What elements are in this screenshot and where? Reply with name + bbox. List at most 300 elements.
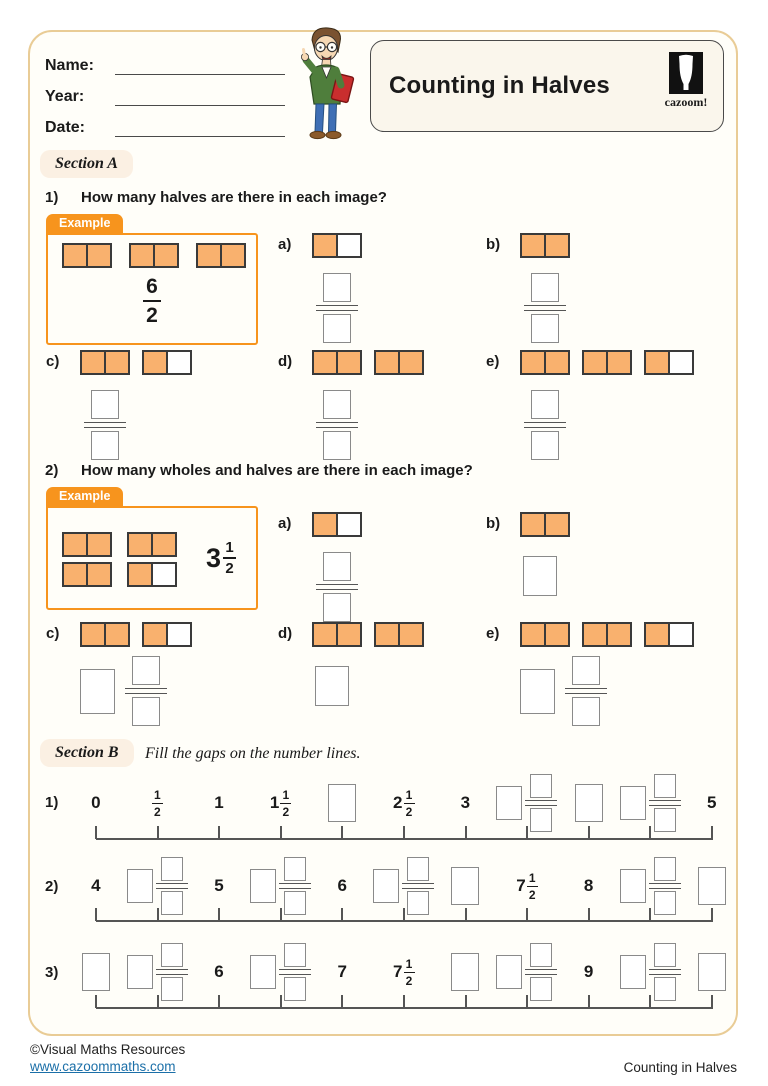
- example-2-bars: [62, 532, 177, 587]
- number-line-tick: [588, 995, 590, 1008]
- tick-label: 5: [214, 876, 224, 895]
- footer-link[interactable]: www.cazoommaths.com: [30, 1059, 176, 1074]
- number-line-position: [619, 861, 681, 911]
- answer-box[interactable]: [523, 556, 557, 596]
- numerator-answer-box[interactable]: [284, 857, 306, 881]
- fraction-blank: [649, 857, 681, 915]
- question-item-b: [486, 233, 570, 343]
- half-bar: [520, 512, 570, 537]
- header-field: [45, 75, 285, 106]
- fraction-bar: [525, 969, 557, 975]
- tick-label: 9: [583, 962, 594, 981]
- denominator-answer-box[interactable]: [284, 891, 306, 915]
- bar-cell-filled: [86, 534, 110, 555]
- bar-cell-filled: [522, 514, 544, 535]
- bar-cell-filled: [131, 245, 153, 266]
- number-line-tick: [526, 995, 528, 1008]
- cazoom-logo-icon: [669, 52, 703, 94]
- number-line-tick: [711, 826, 713, 839]
- fraction-part: [527, 872, 538, 901]
- blank-answer-box[interactable]: [82, 953, 110, 991]
- bar-cell-filled: [144, 352, 166, 373]
- fraction-bar: [525, 800, 557, 806]
- bar-cell-filled: [104, 352, 128, 373]
- question-1-number: 1): [45, 189, 59, 206]
- number-line-tick: [403, 995, 405, 1008]
- example-2-answer-mixed-number: [206, 540, 236, 576]
- bar-cell-filled: [86, 564, 110, 585]
- number-line-position: [250, 861, 312, 911]
- denominator-answer-box[interactable]: [161, 891, 183, 915]
- bar-cell-filled: [544, 352, 568, 373]
- item-content: [312, 622, 424, 706]
- item-content: [80, 622, 192, 726]
- tick-label: 4: [91, 876, 101, 895]
- fraction-blank: [279, 943, 311, 1001]
- bar-cell-filled: [376, 624, 398, 645]
- blank-answer-box[interactable]: [451, 867, 479, 905]
- numerator-answer-box[interactable]: [654, 943, 676, 967]
- bar-cell-filled: [86, 245, 110, 266]
- bar-cell-empty: [668, 352, 692, 373]
- fraction-bar: [316, 422, 358, 428]
- denominator-answer-box[interactable]: [323, 431, 351, 460]
- number-line-tick: [711, 908, 713, 921]
- half-bar: [127, 532, 177, 557]
- bar-cell-filled: [376, 352, 398, 373]
- whole-number-answer-box[interactable]: [620, 955, 646, 989]
- number-line-1-slots: [65, 778, 743, 828]
- half-bar: [374, 350, 424, 375]
- answer-fraction-blank: [312, 273, 361, 343]
- question-item-a: [278, 512, 362, 622]
- number-line-tick: [465, 995, 467, 1008]
- bar-cell-filled: [544, 235, 568, 256]
- number-line-tick: [280, 826, 282, 839]
- item-content: [312, 512, 362, 622]
- fraction-bar: [402, 883, 434, 889]
- whole-number-answer-box[interactable]: [620, 869, 646, 903]
- number-line-2-slots: [65, 861, 743, 911]
- number-line-position: [65, 778, 127, 828]
- numerator-answer-box[interactable]: [531, 390, 559, 419]
- field-label: Name:: [45, 57, 94, 74]
- number-line-position: [435, 947, 497, 997]
- numerator-answer-box[interactable]: [654, 857, 676, 881]
- whole-number-answer-box[interactable]: [520, 669, 555, 714]
- whole-number: 7: [393, 962, 403, 981]
- teacher-cartoon-icon: [289, 25, 363, 143]
- denominator-answer-box[interactable]: [323, 314, 351, 343]
- fraction-bar: [527, 886, 538, 887]
- fraction-blank: [402, 857, 434, 915]
- numerator-answer-box[interactable]: [654, 774, 676, 798]
- blank-mixed-number: [373, 857, 434, 915]
- example-2-whole: 3: [205, 542, 221, 573]
- bar-cell-filled: [153, 245, 177, 266]
- numerator-answer-box[interactable]: [531, 273, 559, 302]
- fraction-bar: [279, 969, 311, 975]
- whole-number-answer-box[interactable]: [250, 869, 276, 903]
- bar-cell-filled: [544, 624, 568, 645]
- example-1-tab: Example: [46, 214, 123, 233]
- header-field: [45, 44, 285, 75]
- number-line-tick: [649, 995, 651, 1008]
- item-letter: a): [278, 515, 292, 532]
- fraction-blank: [279, 857, 311, 915]
- number-line-position: [681, 861, 743, 911]
- half-bar: [62, 562, 112, 587]
- blank-mixed-number: [127, 943, 188, 1001]
- fraction-bar: [404, 972, 415, 973]
- example-2-fraction: [223, 540, 236, 576]
- denominator: 2: [528, 887, 536, 902]
- blank-mixed-number: [250, 857, 311, 915]
- bar-cell-filled: [151, 534, 175, 555]
- whole-number: 2: [393, 793, 403, 812]
- number-line-position: [619, 778, 681, 828]
- number-line-2-label: 2): [45, 878, 59, 895]
- item-bars: [312, 233, 362, 258]
- bar-cell-empty: [336, 235, 360, 256]
- denominator-answer-box[interactable]: [323, 593, 351, 622]
- answer-fraction-blank: [121, 656, 170, 726]
- bar-cell-empty: [166, 624, 190, 645]
- item-bars: [80, 350, 192, 375]
- bar-cell-filled: [606, 624, 630, 645]
- blank-mixed-number: [496, 774, 557, 832]
- numerator-answer-box[interactable]: [91, 390, 119, 419]
- number-line-tick: [341, 826, 343, 839]
- numerator-answer-box[interactable]: [161, 857, 183, 881]
- half-bar: [520, 622, 570, 647]
- half-bar: [312, 622, 362, 647]
- example-box-2: [46, 487, 258, 610]
- item-letter: a): [278, 236, 292, 253]
- item-bars: [520, 512, 570, 537]
- section-a-label: Section A: [40, 150, 133, 178]
- numerator-answer-box[interactable]: [572, 656, 600, 685]
- number-line-tick: [157, 826, 159, 839]
- fraction-part: [280, 789, 291, 818]
- section-b-instruction: Fill the gaps on the number lines.: [145, 745, 361, 762]
- number-line-tick: [465, 826, 467, 839]
- item-content: [520, 350, 694, 460]
- blank-answer-box[interactable]: [698, 953, 726, 991]
- number-line-tick: [526, 826, 528, 839]
- question-item-d: [278, 622, 424, 706]
- half-bar: [582, 622, 632, 647]
- number-line-position: [65, 947, 127, 997]
- header-field: [45, 106, 285, 137]
- denominator: 2: [405, 804, 413, 819]
- field-label: Date:: [45, 119, 86, 136]
- tick-label: 7: [337, 962, 347, 981]
- blank-mixed-number: [620, 774, 681, 832]
- fraction-bar: [156, 969, 188, 975]
- bar-cell-filled: [584, 352, 606, 373]
- item-content: [520, 512, 570, 596]
- mixed-number-tick-label: [393, 958, 414, 987]
- fraction-bar: [565, 688, 607, 694]
- denominator-answer-box[interactable]: [531, 314, 559, 343]
- number-line-position: [188, 778, 250, 828]
- fraction-bar: [316, 305, 358, 311]
- numerator-answer-box[interactable]: [530, 774, 552, 798]
- numerator-answer-box[interactable]: [161, 943, 183, 967]
- fraction-bar: [143, 300, 161, 302]
- mixed-number-tick-label: [393, 789, 414, 818]
- numerator-answer-box[interactable]: [132, 656, 160, 685]
- question-item-a: [278, 233, 362, 343]
- whole-number: 1: [269, 793, 280, 812]
- number-line-position: [496, 861, 558, 911]
- half-bar: [62, 532, 112, 557]
- number-line-tick: [280, 908, 282, 921]
- half-bar: [196, 243, 246, 268]
- number-line-position: [311, 861, 373, 911]
- fraction-bar: [223, 557, 236, 559]
- question-2-number: 2): [45, 462, 59, 479]
- bar-cell-filled: [64, 245, 86, 266]
- item-bars: [312, 622, 424, 647]
- bar-cell-filled: [82, 352, 104, 373]
- blank-answer-box[interactable]: [698, 867, 726, 905]
- tick-label: 6: [337, 876, 347, 895]
- denominator: 2: [405, 973, 413, 988]
- bar-cell-filled: [64, 564, 86, 585]
- fraction-bar: [649, 883, 681, 889]
- number-line-position: [558, 778, 620, 828]
- example-1-denominator: 2: [146, 304, 158, 328]
- number-line-position: [127, 778, 189, 828]
- fraction-blank: [525, 943, 557, 1001]
- number-line-position: [558, 861, 620, 911]
- answer-mixed-number-blank: [80, 656, 170, 726]
- denominator-answer-box[interactable]: [91, 431, 119, 460]
- fraction-bar: [279, 883, 311, 889]
- denominator-answer-box[interactable]: [530, 977, 552, 1001]
- section-b-label: Section B: [40, 739, 134, 767]
- example-2-tab: Example: [46, 487, 123, 506]
- fraction-part: [404, 789, 415, 818]
- number-line-tick: [526, 908, 528, 921]
- example-1-bars: [48, 235, 256, 268]
- numerator-answer-box[interactable]: [284, 943, 306, 967]
- item-content: [312, 350, 424, 460]
- number-line-tick: [341, 995, 343, 1008]
- numerator-answer-box[interactable]: [323, 273, 351, 302]
- whole-number-answer-box[interactable]: [127, 869, 153, 903]
- whole-number-answer-box[interactable]: [80, 669, 115, 714]
- number-line-tick: [403, 826, 405, 839]
- bar-cell-filled: [104, 624, 128, 645]
- example-1-body: [46, 233, 258, 345]
- half-bar: [520, 233, 570, 258]
- bar-cell-empty: [151, 564, 175, 585]
- half-bar: [62, 243, 112, 268]
- mixed-number-tick-label: [270, 789, 291, 818]
- footer-document-title: Counting in Halves: [623, 1060, 737, 1075]
- whole-number-answer-box[interactable]: [250, 955, 276, 989]
- denominator-answer-box[interactable]: [572, 697, 600, 726]
- number-line-position: [435, 778, 497, 828]
- bar-cell-filled: [220, 245, 244, 266]
- half-bar: [312, 512, 362, 537]
- question-2-text: How many wholes and halves are there in each image?: [81, 462, 473, 479]
- number-line-tick: [218, 908, 220, 921]
- answer-fraction-blank: [520, 273, 569, 343]
- number-line-position: [250, 947, 312, 997]
- bar-cell-filled: [398, 352, 422, 373]
- blank-mixed-number: [620, 857, 681, 915]
- question-2-heading: [45, 462, 473, 479]
- bar-cell-filled: [82, 624, 104, 645]
- write-in-line[interactable]: [115, 52, 285, 75]
- numerator-answer-box[interactable]: [323, 552, 351, 581]
- fraction-bar: [649, 969, 681, 975]
- number-line-position: [188, 861, 250, 911]
- blank-answer-box[interactable]: [575, 784, 603, 822]
- example-1-numerator: 6: [146, 275, 158, 298]
- question-item-e: [486, 622, 694, 726]
- item-bars: [520, 233, 570, 258]
- write-in-line[interactable]: [115, 114, 285, 137]
- bar-cell-filled: [398, 624, 422, 645]
- example-2-numerator: 1: [225, 539, 234, 556]
- bar-cell-filled: [584, 624, 606, 645]
- whole-number-answer-box[interactable]: [620, 786, 646, 820]
- header-fields: [45, 44, 285, 137]
- question-item-c: [46, 622, 192, 726]
- example-2-body: [46, 506, 258, 610]
- numerator-answer-box[interactable]: [407, 857, 429, 881]
- fraction-bar: [84, 422, 126, 428]
- bar-cell-filled: [129, 564, 151, 585]
- denominator-answer-box[interactable]: [654, 808, 676, 832]
- number-line-position: [311, 778, 373, 828]
- denominator-answer-box[interactable]: [284, 977, 306, 1001]
- denominator-answer-box[interactable]: [161, 977, 183, 1001]
- bar-cell-filled: [129, 534, 151, 555]
- number-line-tick: [280, 995, 282, 1008]
- item-letter: e): [486, 353, 500, 370]
- number-line-position: [65, 861, 127, 911]
- item-bars: [312, 512, 362, 537]
- item-bars: [520, 622, 694, 647]
- number-line-position: [311, 947, 373, 997]
- item-bars: [312, 350, 424, 375]
- cazoom-logo: [659, 52, 713, 110]
- number-line-position: [558, 947, 620, 997]
- tick-label: 0: [91, 793, 101, 812]
- question-item-c: [46, 350, 192, 460]
- number-line-3-label: 3): [45, 964, 59, 981]
- answer-fraction-blank: [80, 390, 129, 460]
- title-banner: [370, 40, 724, 132]
- number-line-tick: [649, 826, 651, 839]
- number-line-tick: [588, 826, 590, 839]
- denominator-answer-box[interactable]: [407, 891, 429, 915]
- tick-label: 1: [214, 793, 224, 812]
- whole-number-answer-box[interactable]: [496, 955, 522, 989]
- number-line-3-slots: [65, 947, 743, 997]
- tick-label: 8: [583, 876, 594, 895]
- item-letter: d): [278, 625, 293, 642]
- number-line-position: [496, 778, 558, 828]
- denominator-answer-box[interactable]: [654, 977, 676, 1001]
- bar-cell-filled: [522, 235, 544, 256]
- fraction-bar: [404, 803, 415, 804]
- item-bars: [520, 350, 694, 375]
- fraction-bar: [156, 883, 188, 889]
- item-letter: e): [486, 625, 500, 642]
- answer-box[interactable]: [315, 666, 349, 706]
- example-1-answer-fraction: [48, 275, 256, 327]
- page-title: Counting in Halves: [389, 72, 610, 99]
- number-line-position: [250, 778, 312, 828]
- half-bar: [312, 233, 362, 258]
- footer-copyright: ©Visual Maths Resources: [30, 1042, 186, 1057]
- question-item-d: [278, 350, 424, 460]
- fraction-bar: [280, 803, 291, 804]
- number-line-tick: [588, 908, 590, 921]
- whole-number-answer-box[interactable]: [373, 869, 399, 903]
- blank-answer-box[interactable]: [328, 784, 356, 822]
- bar-cell-filled: [314, 352, 336, 373]
- number-line-tick: [218, 995, 220, 1008]
- numerator-answer-box[interactable]: [323, 390, 351, 419]
- bar-cell-filled: [646, 624, 668, 645]
- write-in-line[interactable]: [115, 83, 285, 106]
- half-bar: [374, 622, 424, 647]
- item-content: [520, 622, 694, 726]
- half-bar: [80, 622, 130, 647]
- number-line-position: [188, 947, 250, 997]
- denominator-answer-box[interactable]: [530, 808, 552, 832]
- item-content: [520, 233, 570, 343]
- example-2-denominator: 2: [225, 560, 234, 577]
- bar-cell-filled: [336, 624, 360, 645]
- half-bar: [644, 622, 694, 647]
- bar-cell-filled: [314, 235, 336, 256]
- blank-mixed-number: [250, 943, 311, 1001]
- half-bar: [520, 350, 570, 375]
- item-letter: c): [46, 625, 60, 642]
- whole-number-answer-box[interactable]: [127, 955, 153, 989]
- answer-fraction-blank: [312, 552, 361, 622]
- number-line-position: [619, 947, 681, 997]
- cazoom-logo-text: cazoom!: [664, 95, 708, 109]
- half-bar: [142, 350, 192, 375]
- whole-number: 7: [516, 876, 526, 895]
- denominator-answer-box[interactable]: [132, 697, 160, 726]
- bar-cell-filled: [64, 534, 86, 555]
- blank-answer-box[interactable]: [451, 953, 479, 991]
- denominator-answer-box[interactable]: [531, 431, 559, 460]
- item-letter: b): [486, 515, 501, 532]
- numerator: 1: [528, 870, 536, 885]
- number-line-position: [681, 778, 743, 828]
- number-line-position: [681, 947, 743, 997]
- numerator: 1: [154, 787, 161, 802]
- fraction-blank: [156, 943, 188, 1001]
- tick-label: 6: [214, 962, 224, 981]
- numerator-answer-box[interactable]: [530, 943, 552, 967]
- whole-number-answer-box[interactable]: [496, 786, 522, 820]
- blank-mixed-number: [496, 943, 557, 1001]
- denominator-answer-box[interactable]: [654, 891, 676, 915]
